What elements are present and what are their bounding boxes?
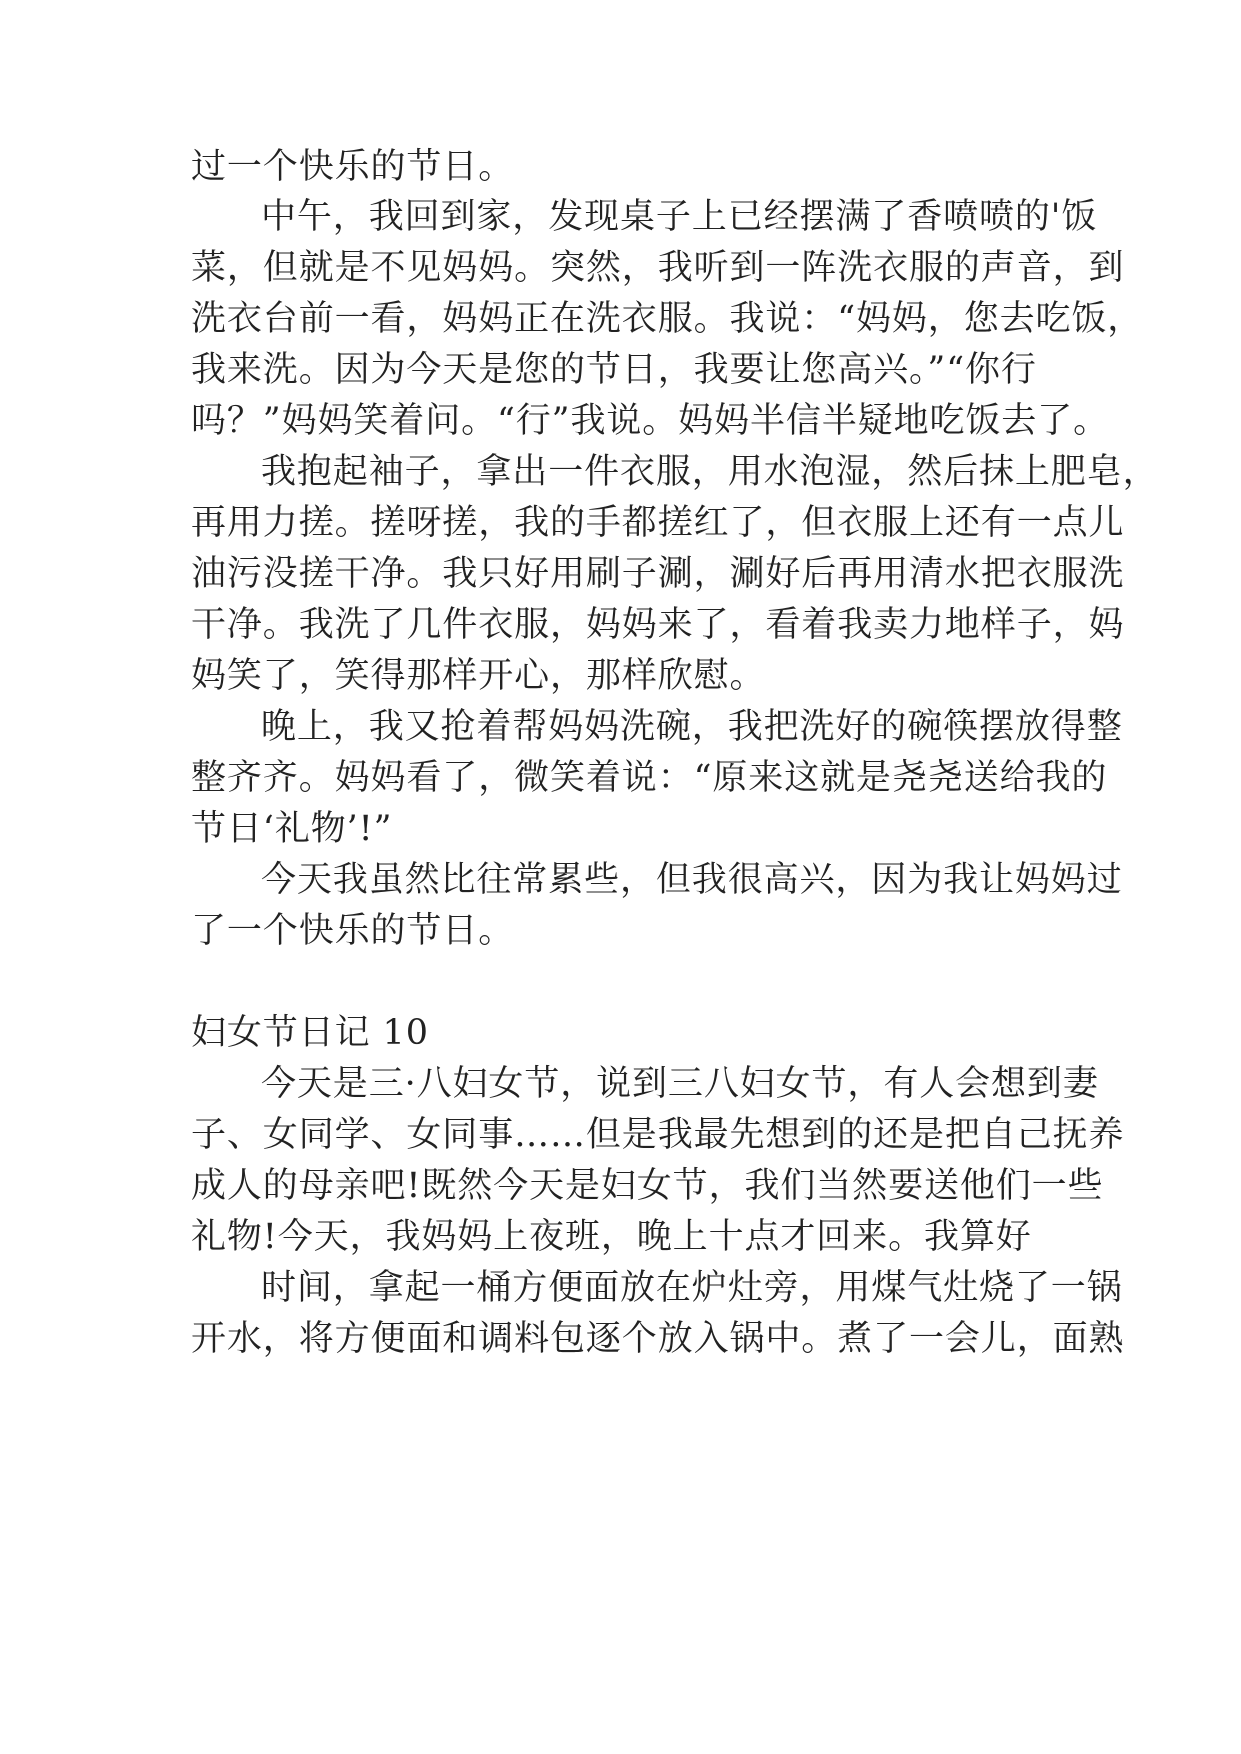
section-heading: 妇女节日记 10 bbox=[191, 1013, 429, 1053]
text-line: 洗衣台前一看，妈妈正在洗衣服。我说：“妈妈，您去吃饭， bbox=[191, 299, 1144, 339]
text-line: 中午，我回到家，发现桌子上已经摆满了香喷喷的'饭 bbox=[261, 197, 1098, 237]
text-line: 再用力搓。搓呀搓，我的手都搓红了，但衣服上还有一点儿 bbox=[191, 503, 1125, 543]
text-line: 过一个快乐的节日。 bbox=[191, 147, 515, 187]
text-line: 了一个快乐的节日。 bbox=[191, 911, 515, 951]
text-line: 礼物!今天，我妈妈上夜班，晚上十点才回来。我算好 bbox=[191, 1217, 1032, 1257]
text-line: 开水，将方便面和调料包逐个放入锅中。煮了一会儿，面熟 bbox=[191, 1319, 1125, 1359]
text-line: 我来洗。因为今天是您的节日，我要让您高兴。”“你行 bbox=[191, 350, 1037, 390]
text-line: 干净。我洗了几件衣服，妈妈来了，看着我卖力地样子，妈 bbox=[191, 605, 1125, 645]
text-line: 子、女同学、女同事……但是我最先想到的还是把自己抚养 bbox=[191, 1115, 1125, 1155]
text-line: 整齐齐。妈妈看了，微笑着说：“原来这就是尧尧送给我的 bbox=[191, 758, 1108, 798]
text-line: 今天是三·八妇女节，说到三八妇女节，有人会想到妻 bbox=[261, 1064, 1099, 1104]
text-line: 成人的母亲吧!既然今天是妇女节，我们当然要送他们一些 bbox=[191, 1166, 1104, 1206]
text-line: 吗？”妈妈笑着问。“行”我说。妈妈半信半疑地吃饭去了。 bbox=[191, 401, 1109, 441]
text-line: 时间，拿起一桶方便面放在炉灶旁，用煤气灶烧了一锅 bbox=[261, 1268, 1123, 1308]
text-line: 我抱起袖子，拿出一件衣服，用水泡湿，然后抹上肥皂， bbox=[261, 452, 1159, 492]
text-line: 菜，但就是不见妈妈。突然，我听到一阵洗衣服的声音，到 bbox=[191, 248, 1125, 288]
text-line: 妈笑了，笑得那样开心，那样欣慰。 bbox=[191, 656, 766, 696]
text-line: 油污没搓干净。我只好用刷子涮，涮好后再用清水把衣服洗 bbox=[191, 554, 1125, 594]
text-line: 今天我虽然比往常累些，但我很高兴，因为我让妈妈过 bbox=[261, 860, 1123, 900]
text-line: 晚上，我又抢着帮妈妈洗碗，我把洗好的碗筷摆放得整 bbox=[261, 707, 1123, 747]
text-line: 节日‘礼物’!” bbox=[191, 809, 393, 849]
